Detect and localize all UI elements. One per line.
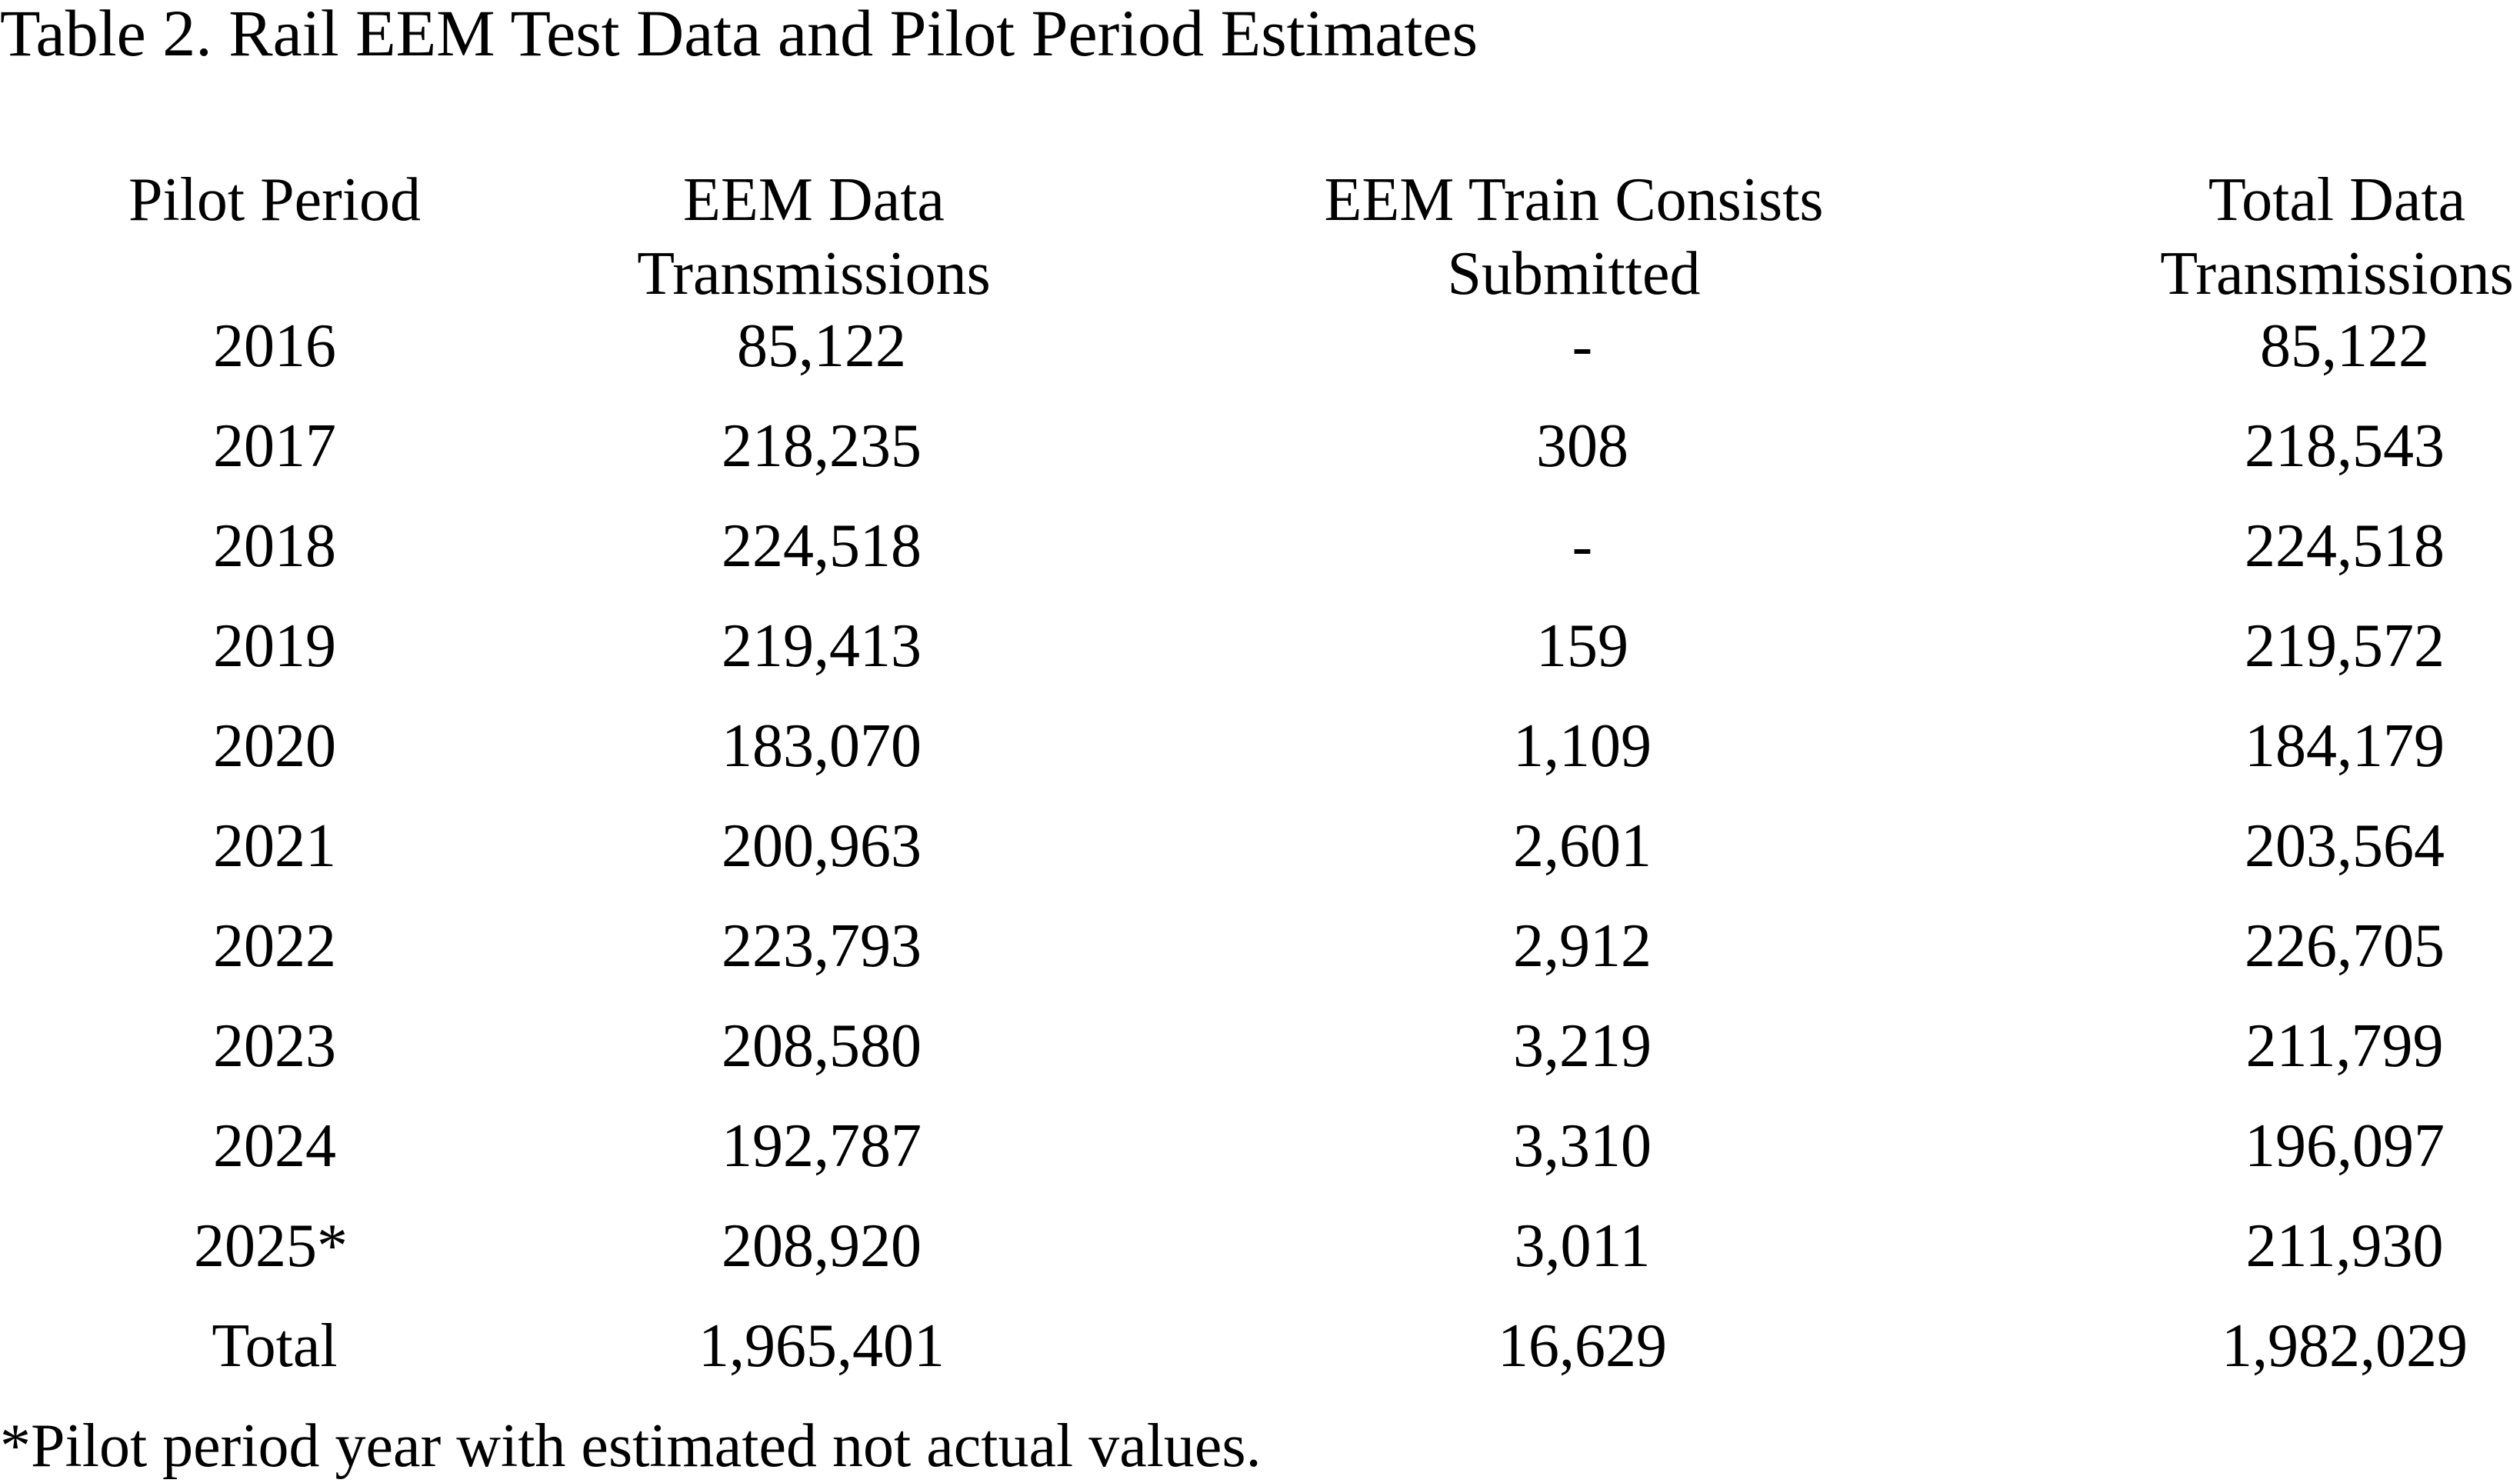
table-cell-eem-data: 85,122 <box>737 312 906 380</box>
table-cell-total-data: 224,518 <box>2245 512 2445 580</box>
table-title: Table 2. Rail EEM Test Data and Pilot Period Estimates <box>0 0 1478 70</box>
table-cell-pilot-period: 2023 <box>213 1012 336 1080</box>
table-cell-train-consists: 159 <box>1536 612 1628 680</box>
table-cell-eem-data: 192,787 <box>722 1112 922 1180</box>
table-cell-total-data: 203,564 <box>2245 812 2445 880</box>
table-cell-train-consists: 1,109 <box>1513 712 1652 780</box>
table-cell-pilot-period: 2024 <box>213 1112 336 1180</box>
table-cell-train-consists: 16,629 <box>1498 1312 1667 1380</box>
table-cell-total-data: 218,543 <box>2245 412 2445 480</box>
table-cell-train-consists: 3,310 <box>1513 1112 1652 1180</box>
table-cell-total-data: 226,705 <box>2245 912 2445 980</box>
table-cell-total-data: 211,799 <box>2245 1012 2444 1080</box>
table-cell-eem-data: 208,580 <box>722 1012 922 1080</box>
table-cell-eem-data: 218,235 <box>722 412 922 480</box>
table-cell-pilot-period: 2021 <box>213 812 336 880</box>
table-cell-eem-data: 208,920 <box>722 1212 922 1280</box>
table-cell-eem-data: 219,413 <box>722 612 922 680</box>
table-cell-total-data: 196,097 <box>2245 1112 2445 1180</box>
table-cell-pilot-period: 2019 <box>213 612 336 680</box>
table-cell-total-data: 184,179 <box>2245 712 2445 780</box>
table-cell-pilot-period: 2025* <box>194 1212 348 1280</box>
table-cell-pilot-period: 2018 <box>213 512 336 580</box>
column-header-total-data-line1: Total Data <box>2208 166 2466 234</box>
table-cell-train-consists: 3,011 <box>1514 1212 1651 1280</box>
table-cell-train-consists: 2,912 <box>1513 912 1652 980</box>
table-cell-eem-data: 200,963 <box>722 812 922 880</box>
table-cell-train-consists: 308 <box>1536 412 1628 480</box>
table-cell-pilot-period: 2017 <box>213 412 336 480</box>
table-cell-eem-data: 223,793 <box>722 912 922 980</box>
table-cell-eem-data: 1,965,401 <box>698 1312 945 1380</box>
table-cell-train-consists: - <box>1572 512 1593 580</box>
column-header-eem-data-line1: EEM Data <box>683 166 945 234</box>
table-cell-total-data: 1,982,029 <box>2222 1312 2468 1380</box>
table-cell-total-data: 219,572 <box>2245 612 2445 680</box>
table-cell-pilot-period: Total <box>212 1312 338 1380</box>
column-header-eem-data-line2: Transmissions <box>637 240 991 308</box>
column-header-pilot-period: Pilot Period <box>128 166 422 234</box>
table-cell-eem-data: 183,070 <box>722 712 922 780</box>
table-cell-train-consists: 2,601 <box>1513 812 1652 880</box>
column-header-total-data-line2: Transmissions <box>2160 240 2514 308</box>
table-cell-total-data: 85,122 <box>2260 312 2429 380</box>
table-cell-pilot-period: 2016 <box>213 312 336 380</box>
column-header-eem-train-consists-line1: EEM Train Consists <box>1324 166 1824 234</box>
table-cell-total-data: 211,930 <box>2245 1212 2444 1280</box>
table-cell-eem-data: 224,518 <box>722 512 922 580</box>
table-cell-pilot-period: 2022 <box>213 912 336 980</box>
table-cell-train-consists: 3,219 <box>1513 1012 1652 1080</box>
column-header-eem-train-consists-line2: Submitted <box>1447 240 1701 308</box>
table-cell-train-consists: - <box>1572 312 1593 380</box>
table-cell-pilot-period: 2020 <box>213 712 336 780</box>
table-footnote: *Pilot period year with estimated not actual values. <box>0 1412 1262 1480</box>
